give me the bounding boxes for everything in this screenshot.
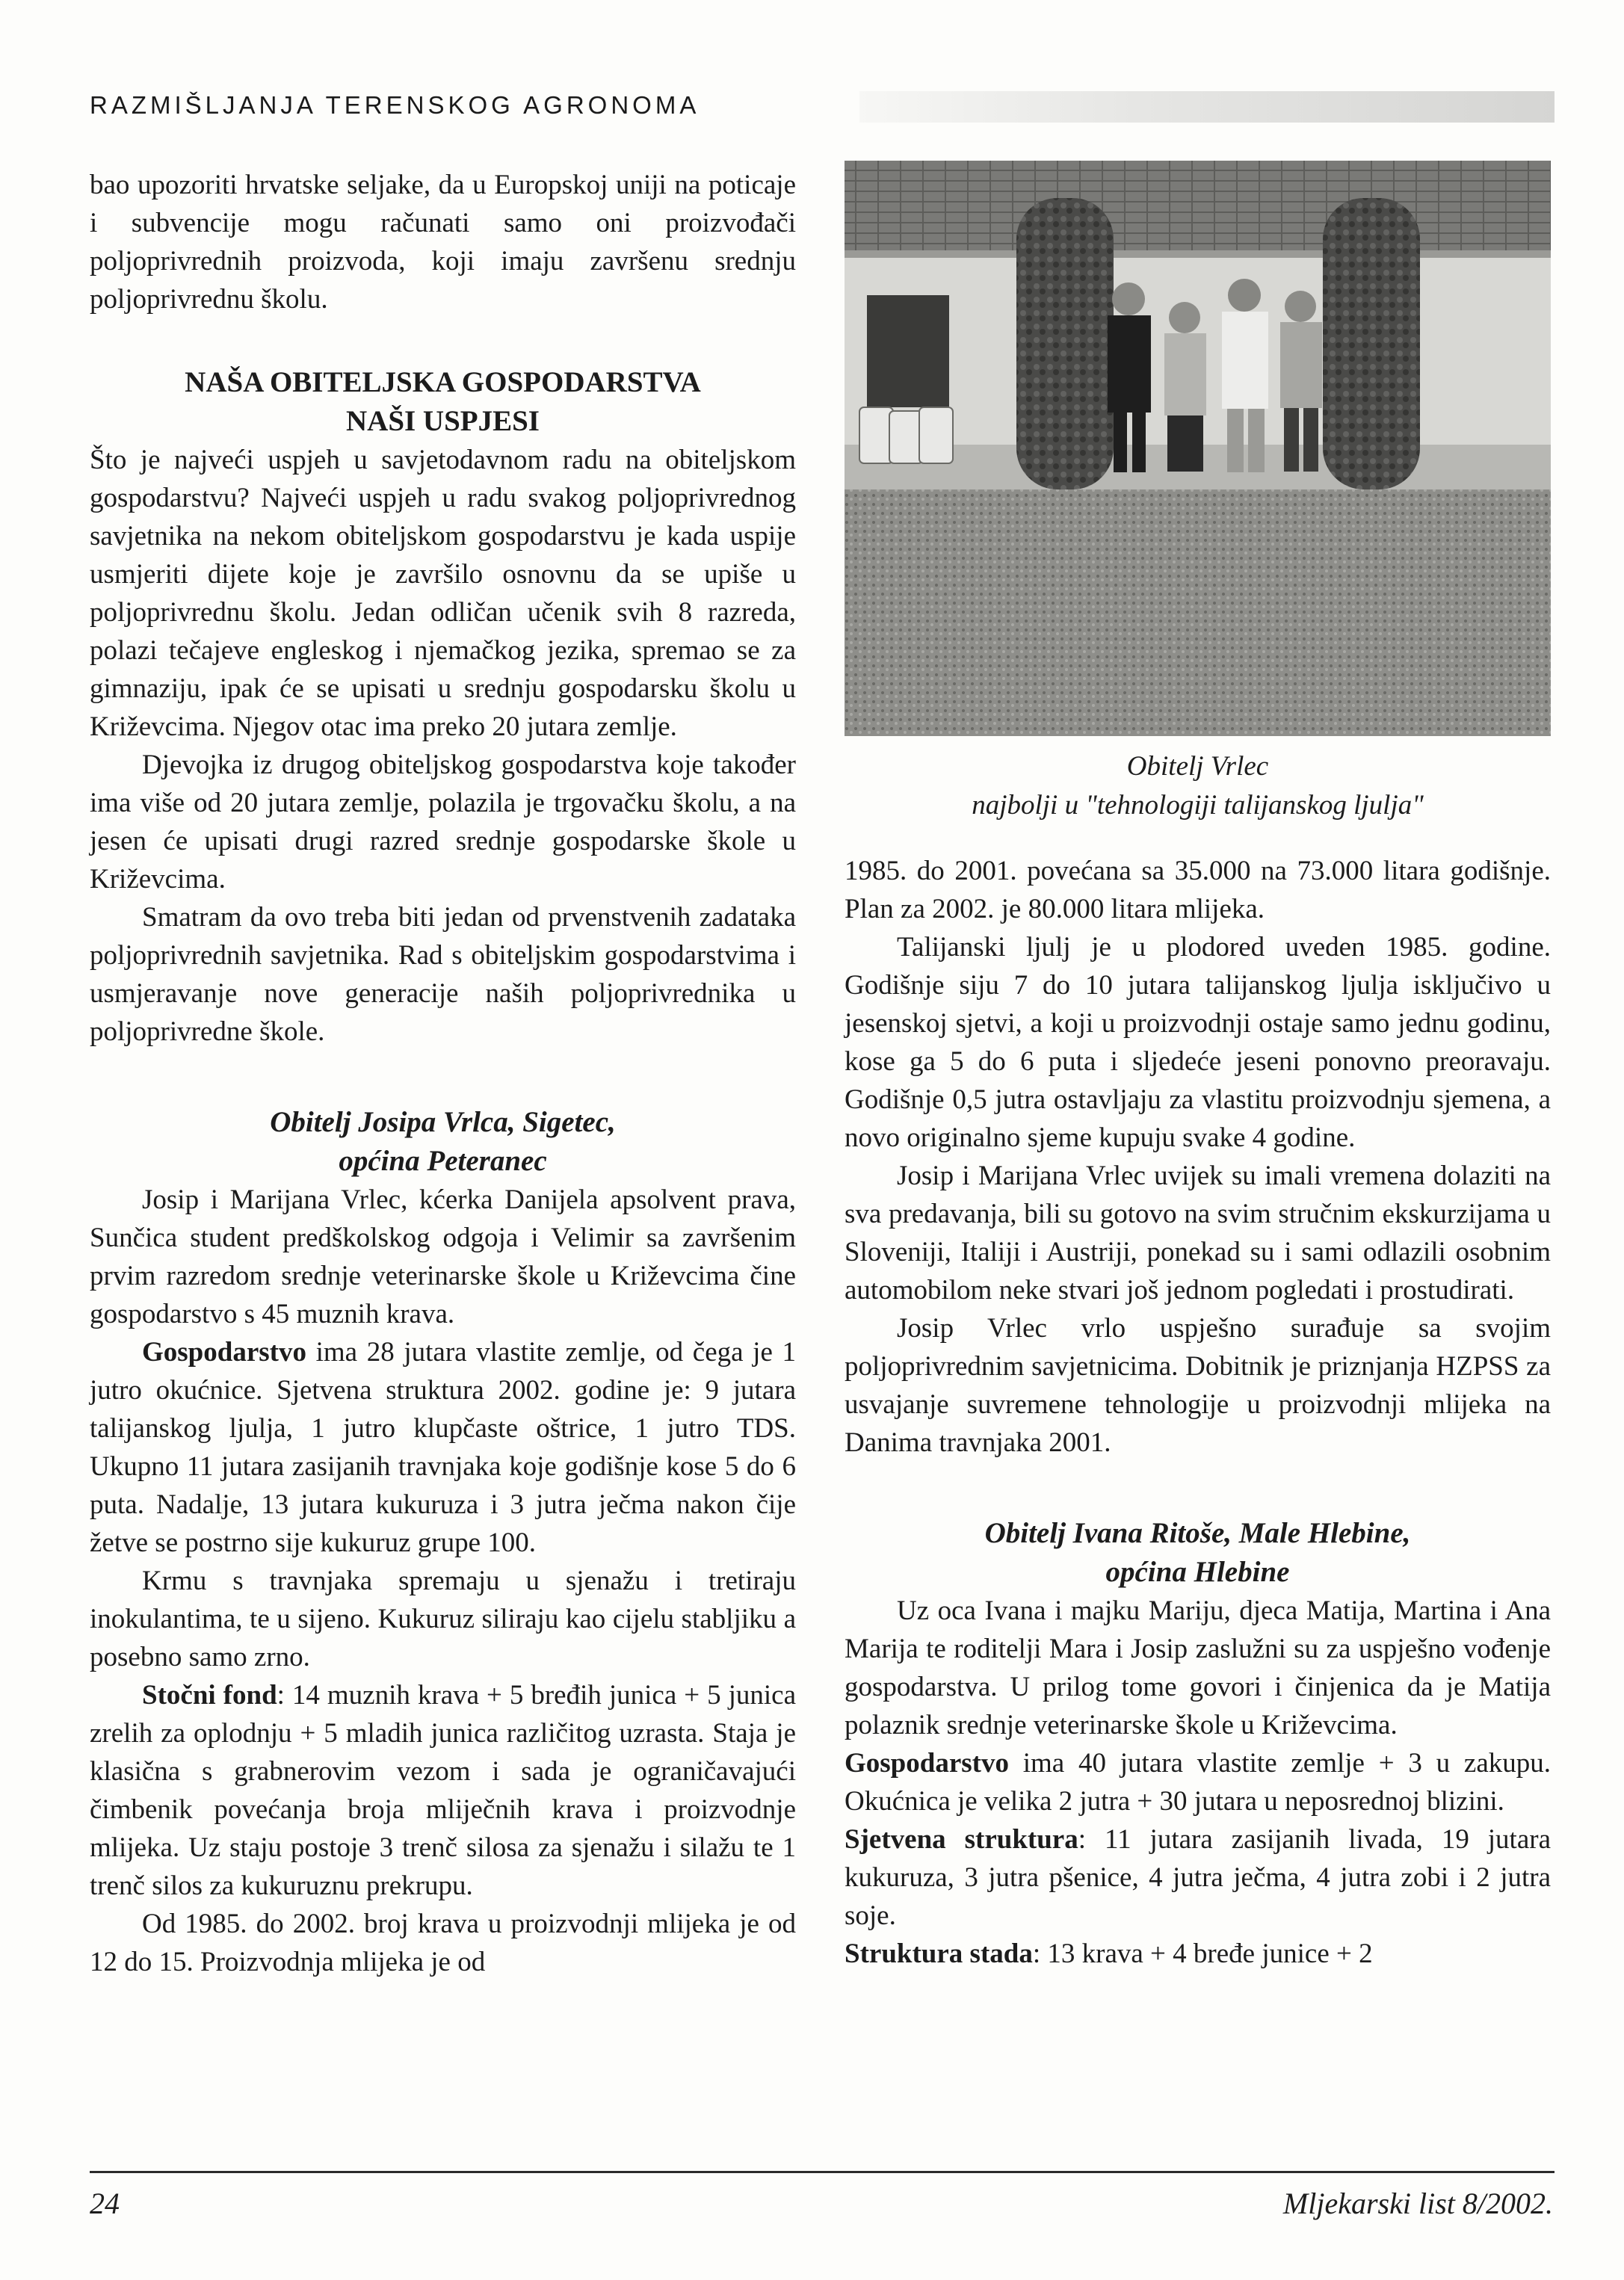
family-subheading [845, 1514, 1551, 1592]
family-subheading [90, 1103, 796, 1181]
paragraph: Krmu s travnjaka spremaju u sjenažu i tretiraju inokulantima, te u sijeno. Kukuruz siliraju kao cijelu stabljiku a posebno samo zrno. [90, 1566, 796, 1672]
section-heading-line2: NAŠI USPJESI [345, 405, 540, 437]
family-photo [845, 161, 1551, 736]
paragraph: Od 1985. do 2002. broj krava u proizvodnji mlijeka je od 12 do 15. Proizvodnja mlijeka je od [90, 1909, 796, 1977]
paragraph: 1985. do 2001. povećana sa 35.000 na 73.000 litara godišnje. Plan za 2002. je 80.000 litara mlijeka. [845, 856, 1551, 924]
section-heading-line1: NAŠA OBITELJSKA GOSPODARSTVA [185, 366, 701, 398]
paragraph: Smatram da ovo treba biti jedan od prvenstvenih zadataka poljoprivrednih savjetnika. Rad s obiteljskim gospodarstvima i usmjeravanje nove generacije naših poljoprivrednika u poljoprivredne škole. [90, 902, 796, 1047]
paragraph: Što je najveći uspjeh u savjetodavnom radu na obiteljskom gospodarstvu? Najveći uspjeh u radu svakog poljoprivrednog savjetnika na nekom obiteljskom gospodarstvu je kada uspije usmjeriti dijete koje je završilo osnovnu da se upiše u poljoprivrednu školu. Jedan odličan učenik svih 8 razreda, polazi tečajeve engleskog i njemačkog jezika, spremao se za gimnaziju, ipak će se upisati u srednju gospodarsku školu u Križevcima. Njegov otac ima preko 20 jutara zemlje. [90, 445, 796, 742]
paragraph: Josip i Marijana Vrlec, kćerka Danijela apsolvent prava, Sunčica student predškolskog odgoja i Velimir sa završenim prvim razredom srednje veterinarske škole u Križevcima čine gospodarstvo s 45 muznih krava. [90, 1184, 796, 1329]
photo-caption-line1: Obitelj Vrlec [1126, 751, 1269, 782]
bold-term: Stočni fond [142, 1680, 277, 1711]
paragraph: Talijanski ljulj je u plodored uveden 1985. godine. Godišnje siju 7 do 10 jutara talijanskog ljulja isključivo u jesenskoj sjetvi, a koji u proizvodnji ostaje samo jednu godinu, kose ga 5 do 6 puta i sljedeće jeseni ponovno preoravaju. Godišnje 0,5 jutra ostavljaju za vlastitu proizvodnju sjemena, a novo originalno sjeme kupuju svake 4 godine. [845, 932, 1551, 1153]
paragraph: Djevojka iz drugog obiteljskog gospodarstva koje također ima više od 20 jutara zemlje, polazila je trgovačku školu, a na jesen će upisati drugi razred srednje gospodarske škole u Križevcima. [90, 750, 796, 895]
family-subheading-line2: općina Peteranec [339, 1145, 547, 1177]
photo-illustration [845, 161, 1551, 736]
right-column [845, 852, 1551, 1973]
photo-caption-line2: najbolji u "tehnologiji talijanskog ljulja" [972, 790, 1424, 821]
paragraph-text: ima 40 jutara vlastite zemlje + 3 u zakupu. Okućnica je velika 2 jutra + 30 jutara u neposrednoj blizini. [845, 1748, 1551, 1817]
paragraph-text: ima 28 jutara vlastite zemlje, od čega je 1 jutro okućnice. Sjetvena struktura 2002. godine je: 9 jutara talijanskog ljulja, 1 jutro klupčaste oštrice, 1 jutro TDS. Ukupno 11 jutara zasijanih travnjaka koje godišnje kose 5 do 6 puta. Nadalje, 13 jutara kukuruza i 3 jutra ječma nakon čije žetve se postrno sije kukuruz grupe 100. [90, 1337, 796, 1558]
section-heading [90, 363, 796, 441]
intro-paragraph: bao upozoriti hrvatske seljake, da u Europskoj uniji na poticaje i subvencije mogu računati samo oni proizvođači poljoprivrednih proizvoda, koji imaju završenu srednju poljoprivrednu školu. [90, 170, 796, 315]
journal-name: Mljekarski list 8/2002. [1282, 2187, 1553, 2220]
paragraph-text: : 11 jutara zasijanih livada, 19 jutara kukuruza, 3 jutra pšenice, 4 jutra ječma, 4 jutra zobi i 2 jutra soje. [845, 1824, 1551, 1931]
bold-term: Gospodarstvo [142, 1337, 306, 1368]
family-subheading-line1: Obitelj Ivana Ritoše, Male Hlebine, [984, 1517, 1411, 1549]
family-subheading-line2: općina Hlebine [1105, 1556, 1290, 1588]
paragraph-text: : 14 muznih krava + 5 bređih junica + 5 junica zrelih za oplodnju + 5 mladih junica različitog uzrasta. Staja je klasična s grabnerovim vezom i sada je ograničavajući čimbenik povećanja broja mliječnih krava i proizvodnje mlijeka. Uz staju postoje 3 trenč silosa za sjenažu i silažu te 1 trenč silos za kukuruznu prekrupu. [90, 1680, 797, 1901]
bold-term: Sjetvena struktura [845, 1824, 1078, 1855]
bold-term: Gospodarstvo [845, 1748, 1009, 1779]
footer-rule [90, 2171, 1554, 2173]
paragraph [845, 1820, 1551, 1935]
paragraph: Uz oca Ivana i majku Mariju, djeca Matija, Martina i Ana Marija te roditelji Mara i Josip zaslužni su za uspješno vođenje gospodarstva. U prilog tome govori i činjenica da je Matija polaznik srednje veterinarske škole u Križevcima. [845, 1595, 1551, 1740]
page-number: 24 [90, 2187, 120, 2220]
paragraph-text: : 13 krava + 4 bređe junice + 2 [1032, 1938, 1373, 1969]
paragraph [845, 1744, 1551, 1820]
family-subheading-line1: Obitelj Josipa Vrlca, Sigetec, [270, 1106, 616, 1138]
paragraph [90, 1333, 796, 1562]
paragraph: Josip Vrlec vrlo uspješno surađuje sa svojim poljoprivrednim savjetnicima. Dobitnik je priznjanja HZPSS za usvajanje suvremene tehnologije u proizvodnji mlijeka na Danima travnjaka 2001. [845, 1313, 1551, 1458]
bold-term: Struktura stada [845, 1938, 1033, 1969]
header-shade-bar [859, 91, 1554, 123]
photo-caption [845, 747, 1551, 825]
paragraph: Josip i Marijana Vrlec uvijek su imali vremena dolaziti na sva predavanja, bili su gotovo na svim stručnim ekskurzijama u Sloveniji, Italiji i Austriji, ponekad su i sami odlazili osobnim automobilom neke stvari još jednom pogledati i prostudirati. [845, 1161, 1551, 1306]
left-column [90, 166, 796, 1981]
paragraph [90, 1676, 796, 1905]
running-header: RAZMIŠLJANJA TERENSKOG AGRONOMA [90, 91, 700, 119]
paragraph [845, 1935, 1551, 1973]
